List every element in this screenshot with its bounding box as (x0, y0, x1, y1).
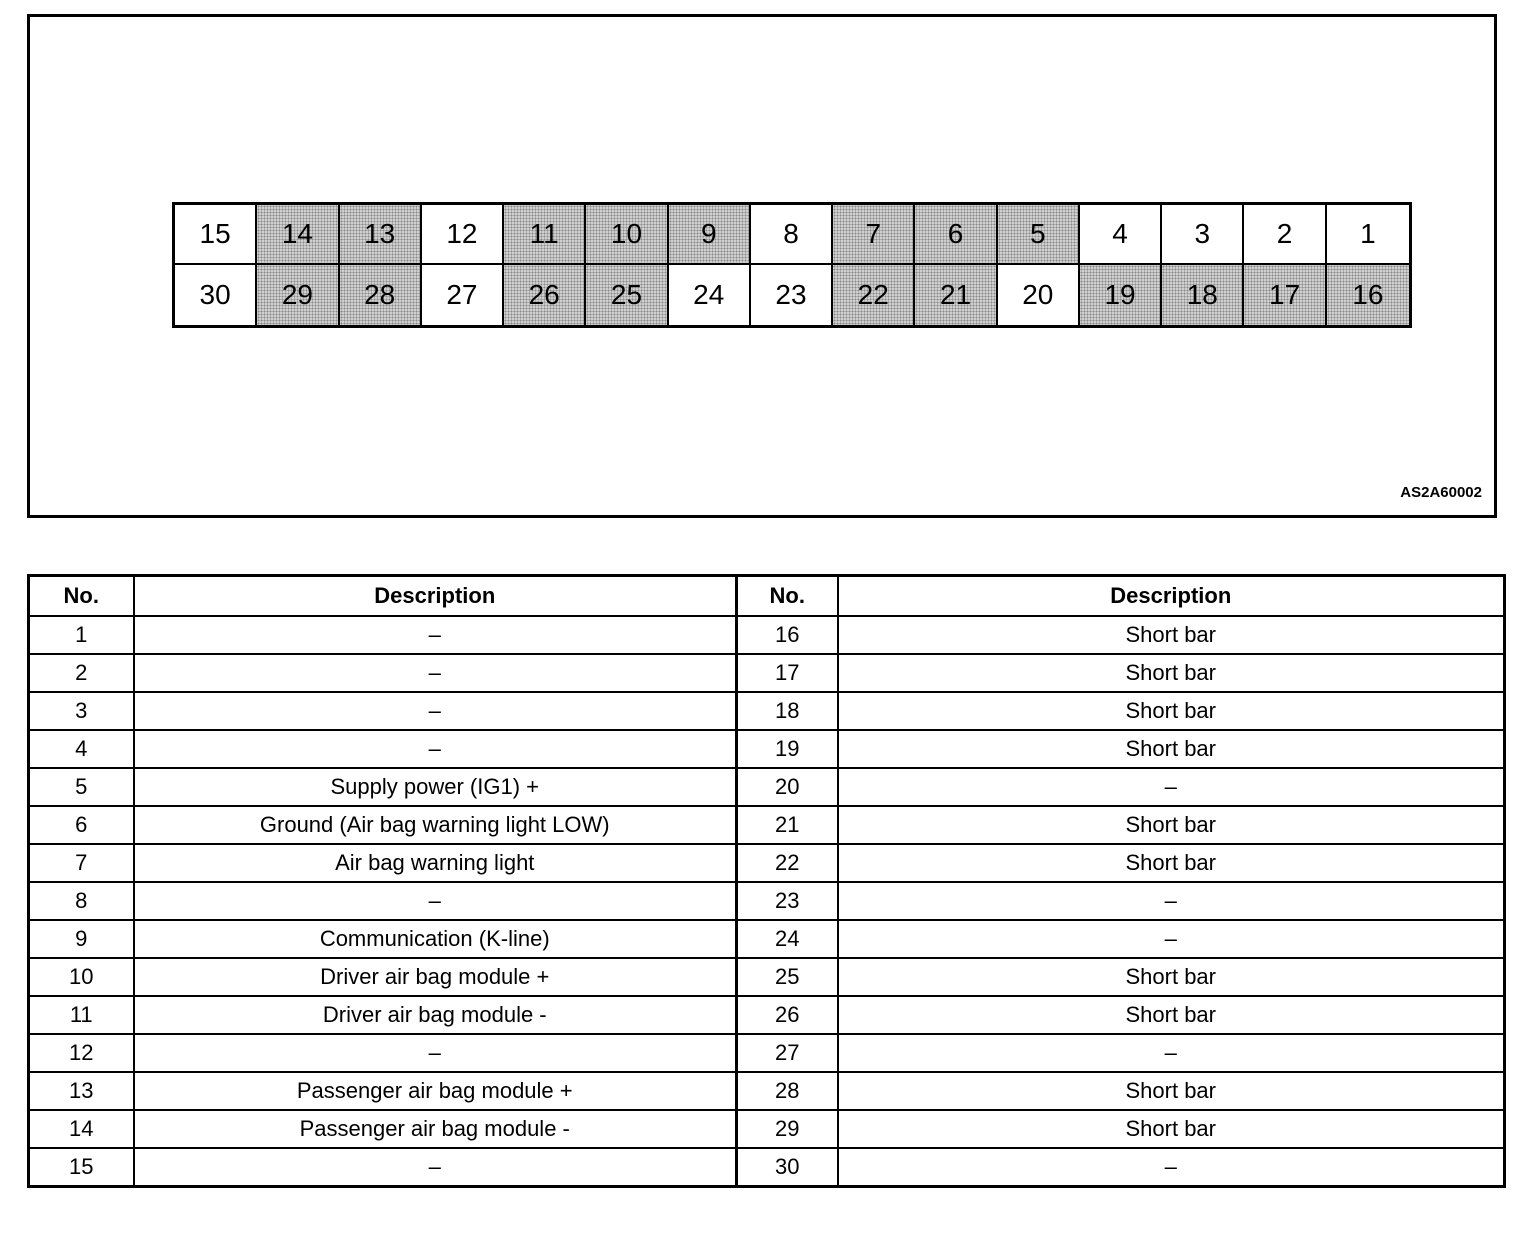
pin-description-cell: – (134, 1034, 737, 1072)
table-row (29, 1110, 1505, 1148)
connector-pin-1: 1 (1327, 205, 1409, 265)
pin-description-cell: – (838, 1034, 1505, 1072)
pin-number-cell: 11 (29, 996, 134, 1034)
pin-number-cell: 18 (737, 692, 838, 730)
connector-pin-25: 25 (586, 265, 668, 325)
pin-description-cell: Short bar (838, 844, 1505, 882)
connector-pin-grid (172, 202, 1412, 328)
pin-number-cell: 21 (737, 806, 838, 844)
pin-number-cell: 10 (29, 958, 134, 996)
pin-number-cell: 6 (29, 806, 134, 844)
pin-number-cell: 3 (29, 692, 134, 730)
pin-description-cell: Short bar (838, 730, 1505, 768)
pin-number-cell: 25 (737, 958, 838, 996)
pin-description-cell: Supply power (IG1) + (134, 768, 737, 806)
pin-description-cell: – (134, 882, 737, 920)
pin-number-cell: 14 (29, 1110, 134, 1148)
pin-description-cell: Short bar (838, 958, 1505, 996)
connector-pin-13: 13 (340, 205, 422, 265)
pin-number-cell: 17 (737, 654, 838, 692)
table-row (29, 654, 1505, 692)
table-row (29, 806, 1505, 844)
pin-description-cell: – (838, 1148, 1505, 1186)
connector-pin-6: 6 (915, 205, 997, 265)
pin-number-cell: 1 (29, 616, 134, 654)
connector-pin-27: 27 (422, 265, 504, 325)
pin-number-cell: 20 (737, 768, 838, 806)
pin-number-cell: 28 (737, 1072, 838, 1110)
connector-diagram-frame (27, 14, 1497, 518)
table-row (29, 768, 1505, 806)
connector-pin-18: 18 (1162, 265, 1244, 325)
pin-number-cell: 9 (29, 920, 134, 958)
pin-description-cell: – (134, 730, 737, 768)
connector-pin-24: 24 (669, 265, 751, 325)
header-no-left: No. (29, 576, 134, 616)
table-row (29, 616, 1505, 654)
pin-number-cell: 7 (29, 844, 134, 882)
pin-number-cell: 13 (29, 1072, 134, 1110)
table-row (29, 1148, 1505, 1186)
pin-number-cell: 2 (29, 654, 134, 692)
connector-pin-30: 30 (175, 265, 257, 325)
connector-pin-22: 22 (833, 265, 915, 325)
pin-description-cell: – (134, 616, 737, 654)
connector-pin-11: 11 (504, 205, 586, 265)
pin-description-cell: Passenger air bag module - (134, 1110, 737, 1148)
table-row (29, 1034, 1505, 1072)
pin-description-cell: Short bar (838, 1072, 1505, 1110)
connector-pin-4: 4 (1080, 205, 1162, 265)
connector-pin-7: 7 (833, 205, 915, 265)
header-description-left: Description (134, 576, 737, 616)
table-row (29, 1072, 1505, 1110)
pin-description-cell: – (838, 920, 1505, 958)
connector-pin-16: 16 (1327, 265, 1409, 325)
connector-pin-12: 12 (422, 205, 504, 265)
connector-pin-3: 3 (1162, 205, 1244, 265)
table-row (29, 996, 1505, 1034)
pin-description-cell: Driver air bag module + (134, 958, 737, 996)
pin-number-cell: 8 (29, 882, 134, 920)
header-no-right: No. (737, 576, 838, 616)
connector-pin-15: 15 (175, 205, 257, 265)
pin-description-cell: – (838, 882, 1505, 920)
connector-pin-8: 8 (751, 205, 833, 265)
pin-description-cell: Short bar (838, 616, 1505, 654)
pin-description-cell: Short bar (838, 1110, 1505, 1148)
pin-description-cell: Air bag warning light (134, 844, 737, 882)
pin-number-cell: 30 (737, 1148, 838, 1186)
pin-description-cell: Communication (K-line) (134, 920, 737, 958)
connector-pin-14: 14 (257, 205, 339, 265)
connector-pin-10: 10 (586, 205, 668, 265)
figure-code: AS2A60002 (1400, 484, 1482, 501)
pin-description-cell: Driver air bag module - (134, 996, 737, 1034)
pin-description-cell: – (134, 654, 737, 692)
connector-pin-21: 21 (915, 265, 997, 325)
pin-number-cell: 19 (737, 730, 838, 768)
table-row (29, 958, 1505, 996)
header-description-right: Description (838, 576, 1505, 616)
connector-pin-20: 20 (998, 265, 1080, 325)
table-row (29, 844, 1505, 882)
table-row (29, 730, 1505, 768)
connector-pin-29: 29 (257, 265, 339, 325)
pin-number-cell: 26 (737, 996, 838, 1034)
connector-pin-26: 26 (504, 265, 586, 325)
pin-number-cell: 24 (737, 920, 838, 958)
pin-number-cell: 27 (737, 1034, 838, 1072)
pin-description-cell: Short bar (838, 996, 1505, 1034)
pin-description-cell: – (838, 768, 1505, 806)
pin-description-cell: Passenger air bag module + (134, 1072, 737, 1110)
pin-number-cell: 12 (29, 1034, 134, 1072)
pin-number-cell: 15 (29, 1148, 134, 1186)
pin-number-cell: 23 (737, 882, 838, 920)
connector-pin-23: 23 (751, 265, 833, 325)
pin-number-cell: 29 (737, 1110, 838, 1148)
table-row (29, 882, 1505, 920)
pin-description-table (27, 574, 1506, 1188)
connector-pin-17: 17 (1244, 265, 1326, 325)
pin-number-cell: 22 (737, 844, 838, 882)
pin-number-cell: 5 (29, 768, 134, 806)
pin-description-cell: – (134, 1148, 737, 1186)
connector-pin-2: 2 (1244, 205, 1326, 265)
table-row (29, 920, 1505, 958)
pin-description-cell: Short bar (838, 806, 1505, 844)
pin-number-cell: 4 (29, 730, 134, 768)
connector-pin-9: 9 (669, 205, 751, 265)
connector-pin-28: 28 (340, 265, 422, 325)
connector-pin-5: 5 (998, 205, 1080, 265)
connector-pin-19: 19 (1080, 265, 1162, 325)
table-row (29, 692, 1505, 730)
pin-description-cell: Short bar (838, 654, 1505, 692)
pin-number-cell: 16 (737, 616, 838, 654)
pin-description-cell: – (134, 692, 737, 730)
pin-description-cell: Short bar (838, 692, 1505, 730)
table-header-row (29, 576, 1505, 616)
pin-description-cell: Ground (Air bag warning light LOW) (134, 806, 737, 844)
